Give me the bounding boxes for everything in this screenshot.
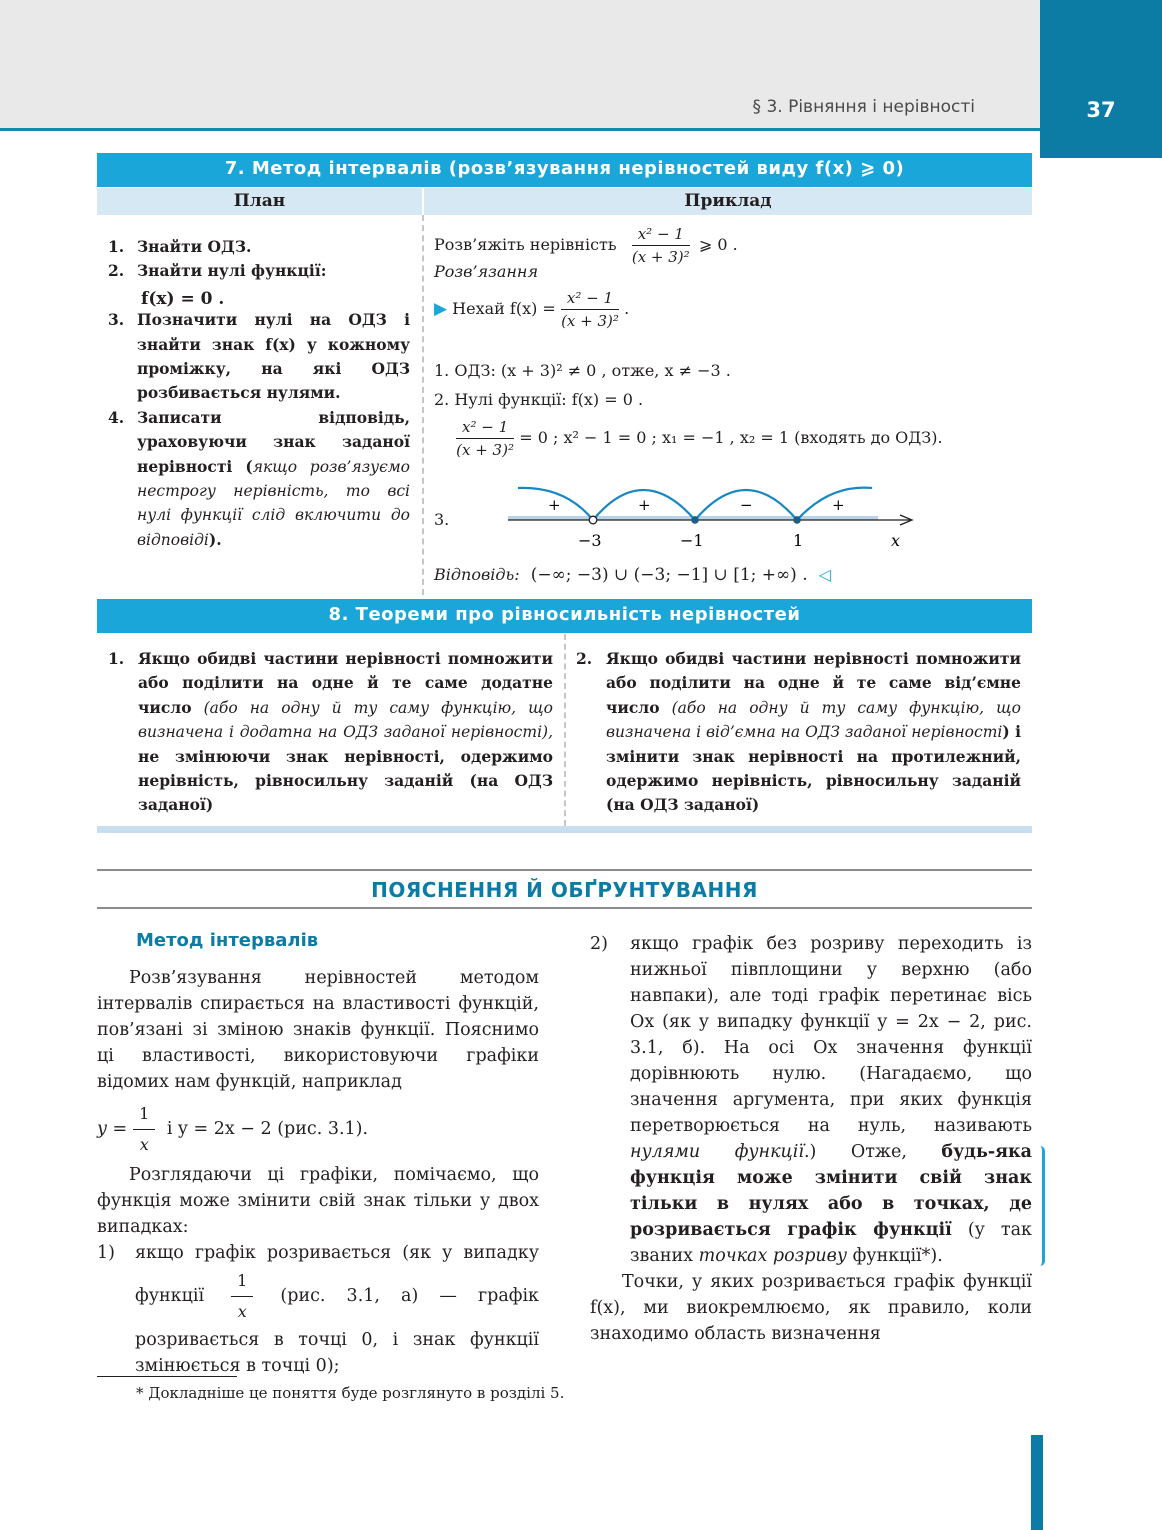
- axis-var: x: [891, 531, 901, 550]
- column-divider: [422, 215, 424, 595]
- case-1: 1) якщо графік розривається (як у випадку функції $\frac{1}{x}$ (рис. 3.1, а) — графік розривається в точці 0, і знак функції змінюється в точці 0);: [97, 1243, 539, 1376]
- point-closed-1: [793, 516, 801, 524]
- header-rule: [0, 128, 1040, 131]
- step-2: 2. Нулі функції: f(x) = 0 .: [434, 390, 644, 409]
- step-2-solution: $\frac{\text{x² − 1}}{\text{(x + 3)²}}$ = 0 ; x² − 1 = 0 ; x₁ = −1 , x₂ = 1 (входять до ОДЗ).: [456, 418, 943, 459]
- margin-highlight: [1040, 1146, 1045, 1266]
- plan-header: План: [97, 188, 422, 215]
- right-column: 2) якщо графік без розриву переходить із нижньої півплощини у верхню (або навпаки), але тоді графік перетинає вісь Ox (як у випадку функції y = 2x − 2, рис. 3.1, б). На осі Ox значення функції дорівнюють нулю. (Нагадаємо, що значення аргумента, при яких функція перетворюється на нуль, називають нулями функції.) Отже, будь-яка функція може змінити свій знак тільки в нулях або в точках, де розривається графік функції (у так званих точках розриву функції*). Точки, у яких розривається графік функції f(x), ми виокремлюємо, як правило, коли знаходимо область визначення: [590, 931, 1032, 1347]
- plan-step-2: 2. Знайти нулі функції:: [108, 261, 327, 281]
- theorem-1: 1. Якщо обидві частини нерівності помножити або поділити на одне й те саме додатне число (або на одну й ту саму функцію, що визначена і додатна на ОДЗ заданої нерівності), не змінюючи знак нерівності, одержимо нерівність, рівносильну заданій (на ОДЗ заданої): [108, 649, 553, 815]
- sign-2: +: [638, 496, 651, 514]
- tick-minus1: −1: [680, 531, 704, 550]
- plan-step-4: 4. Записати відповідь, ураховуючи знак заданої нерівності (якщо розв’язуємо нестрогу нерівність, то всі нулі функції слід включити до відповіді).: [108, 407, 410, 549]
- example-let: ▶ Нехай f(x) = $\frac{\text{x² − 1}}{\text{(x + 3)²}}$ .: [434, 289, 630, 330]
- formula-line: y = $\frac{1}{x}$ і y = 2x − 2 (рис. 3.1).: [97, 1101, 539, 1158]
- section8-title: 8. Теореми про рівносильність нерівностей: [97, 599, 1032, 633]
- table-bottom-strip: [97, 826, 1032, 833]
- theorem-divider: [564, 634, 566, 826]
- section7-title: 7. Метод інтервалів (розв’язування нерівностей виду f(x) ⩾ 0): [97, 153, 1032, 187]
- tick-minus3: −3: [578, 531, 602, 550]
- tick-1: 1: [793, 531, 804, 550]
- running-head: § 3. Рівняння і нерівності: [752, 97, 975, 117]
- subhead-interval-method: Метод інтервалів: [136, 930, 319, 951]
- example-task: Розв’яжіть нерівність $\frac{\text{x² − 1}}{\text{(x + 3)²}}$ ⩾ 0 .: [434, 225, 738, 266]
- explanation-title: ПОЯСНЕННЯ Й ОБҐРУНТУВАННЯ: [97, 869, 1032, 909]
- footnote: * Докладніше це поняття буде розглянуто в розділі 5.: [136, 1384, 565, 1402]
- plan-step-2-formula: f(x) = 0 .: [141, 288, 225, 309]
- point-closed-minus1: [691, 516, 699, 524]
- sign-4: +: [832, 496, 845, 514]
- sign-3: −: [740, 496, 753, 514]
- plan-step-1: 1. Знайти ОДЗ.: [108, 237, 252, 256]
- point-open-minus3: [589, 516, 597, 524]
- answer: Відповідь: (−∞; −3) ∪ (−3; −1] ∪ [1; +∞) . ◁: [434, 565, 832, 585]
- theorem-2: 2. Якщо обидві частини нерівності помножити або поділити на одне й те саме від’ємне число (або на одну й ту саму функцію, що визначена і від’ємна на ОДЗ заданої нерівності) і змінити знак нерівності на протилежний, одержимо нерівність, рівносильну заданій (на ОДЗ заданої): [576, 649, 1021, 815]
- interval-diagram: [500, 478, 930, 554]
- page-number: 37: [1040, 0, 1162, 158]
- bottom-edge-bar: [1031, 1435, 1043, 1530]
- solution-label: Розв’язання: [434, 262, 539, 281]
- sign-1: +: [548, 496, 561, 514]
- plan-list: [108, 235, 410, 552]
- left-column: Розв’язування нерівностей методом інтервалів спирається на властивості функцій, пов’язані зі зміною знаків функції. Пояснимо ці властивості, використовуючи графіки відомих нам функцій, наприклад y = $\frac{1}{x}$ і y = 2x − 2 (рис. 3.1). Розглядаючи ці графіки, помічаємо, що функція може змінити свій знак тільки у двох випадках: 1) якщо графік розривається (як у випадку функції $\frac{1}{x}$ (рис. 3.1, а) — графік розривається в точці 0, і знак функції змінюється в точці 0);: [97, 965, 539, 1379]
- footnote-rule: [97, 1376, 237, 1377]
- example-header: Приклад: [424, 188, 1032, 215]
- end-mark-icon: ◁: [818, 565, 832, 584]
- case-2: 2) якщо графік без розриву переходить із нижньої півплощини у верхню (або навпаки), але тоді графік перетинає вісь Ox (як у випадку функції y = 2x − 2, рис. 3.1, б). На осі Ox значення функції дорівнюють нулю. (Нагадаємо, що значення аргумента, при яких функція перетворюється на нуль, називають нулями функції.) Отже, будь-яка функція може змінити свій знак тільки в нулях або в точках, де розривається графік функції (у так званих точках розриву функції*).: [590, 934, 1032, 1266]
- step-3: 3.: [434, 510, 450, 529]
- play-triangle-icon: ▶: [434, 299, 448, 319]
- plan-step-3: 3. Позначити нулі на ОДЗ і знайти знак f(x) у кожному проміжку, на які ОДЗ розбивається нулями.: [108, 310, 410, 403]
- step-1: 1. ОДЗ: (x + 3)² ≠ 0 , отже, x ≠ −3 .: [434, 361, 731, 380]
